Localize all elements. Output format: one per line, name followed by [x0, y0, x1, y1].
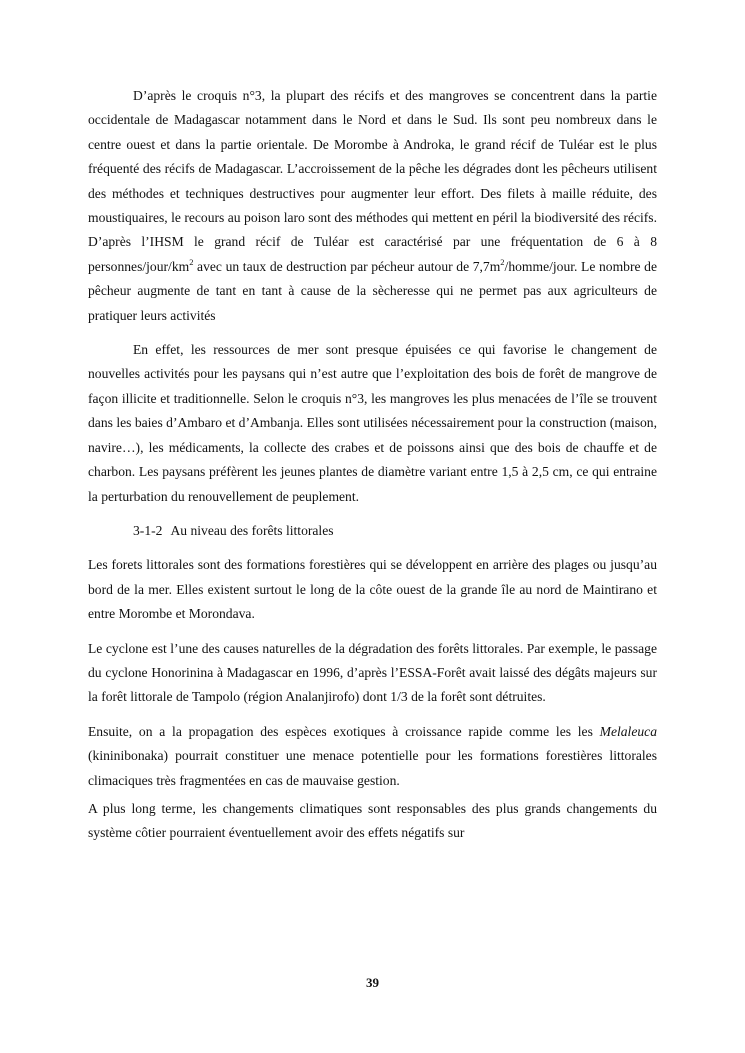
section-number: 3-1-2 — [133, 522, 163, 538]
section-title: Au niveau des forêts littorales — [170, 522, 334, 538]
species-name: Melaleuca — [599, 723, 657, 739]
paragraph-text: Ensuite, on a la propagation des espèces exotiques à croissance rapide comme les les — [88, 723, 600, 739]
paragraph-especes-exotiques — [88, 720, 657, 793]
section-heading — [88, 519, 657, 543]
document-page — [88, 84, 657, 846]
paragraph-changements-climatiques: A plus long terme, les changements climatiques sont responsables des plus grands changements du système côtier pourraient éventuellement avoir des effets négatifs sur — [88, 800, 657, 841]
superscript: 2 — [189, 256, 194, 267]
superscript: 2 — [500, 256, 505, 267]
paragraph-text: (kininibonaka) pourrait constituer une menace potentielle pour les formations forestières littorales climaciques très fragmentées en cas de mauvaise gestion. — [88, 748, 657, 788]
paragraph-cyclone: Le cyclone est l’une des causes naturelles de la dégradation des forêts littorales. Par exemple, le passage du cyclone Honorinina à Madagascar en 1996, d’après l’ESSA-Forêt avait laissé des dégâts majeurs sur la forêt littorale de Tampolo (région Analanjirofo) dont 1/3 de la forêt sont détruites. — [88, 640, 657, 705]
paragraph-text: avec un taux de destruction par pécheur autour de 7,7m — [193, 258, 501, 274]
paragraph-forets-littorales: Les forets littorales sont des formations forestières qui se développent en arrière des plages ou jusqu’au bord de la mer. Elles existent surtout le long de la côte ouest de la grande île au nord de Maintirano et entre Morombe et Morondava. — [88, 557, 657, 622]
paragraph-text: D’après le croquis n°3, la plupart des récifs et des mangroves se concentrent dans la partie occidentale de Madagascar notamment dans le Nord et dans le Sud. Ils sont peu nombreux dans le centre ouest et dans la partie orientale. De Morombe à Androka, le grand récif de Tuléar est le plus fréquenté des récifs de Madagascar. L’accroissement de la pêche les dégrades dont les pêcheurs utilisent des méthodes et techniques destructives pour augmenter leur effort. Des filets à maille réduite, des moustiquaires, le recours au poison laro sont des méthodes qui mettent en péril la biodiversité des récifs. D’après l’IHSM le grand récif de Tuléar est caractérisé par une fréquentation de 6 à 8 personnes/jour/km — [88, 88, 657, 274]
page-number: 39 — [366, 975, 379, 990]
paragraph-ressources-mer: En effet, les ressources de mer sont presque épuisées ce qui favorise le changement de nouvelles activités pour les paysans qui n’est autre que l’exploitation des bois de forêt de mangrove de façon illicite et traditionnelle. Selon le croquis n°3, les mangroves les plus menacées de l’île se trouvent dans les baies d’Ambaro et d’Ambanja. Elles sont utilisées nécessairement pour la construction (maison, navire…), les médicaments, la collecte des crabes et de poissons ainsi que des bois de chauffe et de charbon. Les paysans préfèrent les jeunes plantes de diamètre variant entre 1,5 à 2,5 cm, ce qui entraine la perturbation du renouvellement de peuplement. — [88, 342, 657, 504]
paragraph-text: /homme/jour. Le nombre de pêcheur augmente de tant en tant à cause de la sècheresse qui ne permet pas aux agriculteurs de pratiquer leurs activités — [88, 258, 657, 323]
paragraph-recifs-mangroves — [88, 84, 657, 328]
